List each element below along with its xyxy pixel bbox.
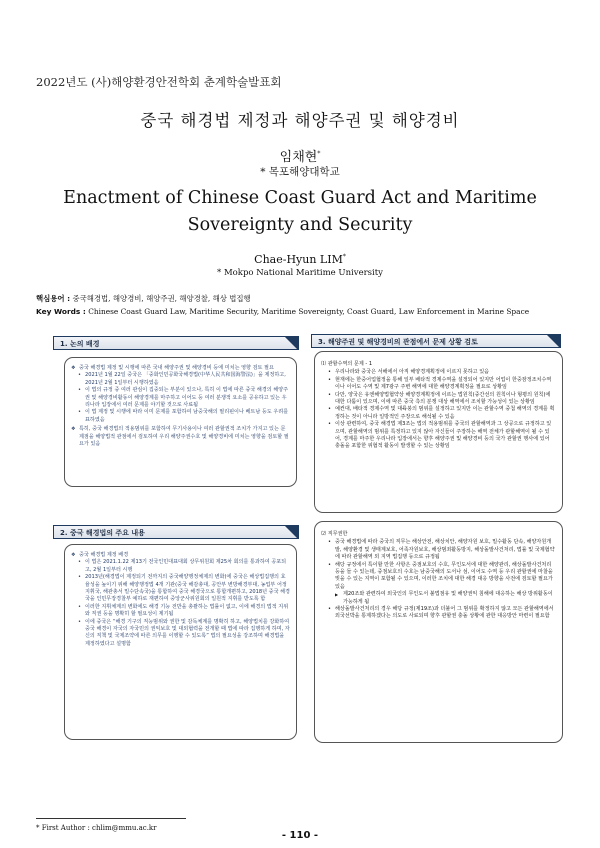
list-item: • 현재에는 한중어업협정을 통해 일부 배타적 경제수역을 설정되어 있지만 어업이 한중잠정조치수역이나 이어도 수역 및 제7광구 주변 해역에 대한 해양경계획정을 필요로 상황임 [321,377,556,392]
header-corner-icon [546,334,560,348]
author-mark: * [317,150,321,158]
footnote-rule [36,818,186,819]
conference-name: 2022년도 (사)해양환경안전학회 춘계학술발표회 [36,75,282,89]
keywords-korean-label: 핵심용어 : [36,294,71,303]
header-corner-icon [284,525,298,539]
section-1-box [64,357,297,487]
box-2-list [321,539,556,620]
section-2-header [53,525,299,539]
affiliation-english: * Mokpo National Maritime University [217,268,383,278]
list-item: • 이 법은 2021.1.22 제13기 전국인민대표대회 상무위원회 제25차 회의를 통과하여 공포되고, 2월 1일부터 시행 [71,559,290,574]
list-item: • 2021년 1월 22일 중국은 「중화인민공화국해경법(中华人民共和国海警法)」을 제정하고, 2021년 2월 1일부터 시행하였음 [71,372,290,387]
section-3 [311,334,561,348]
keywords-korean [36,293,251,304]
list-item: • 다만, 양국은 유엔해양법협약상 해양경계획정에 이르는 법원칙(중간선의 원칙이나 형평의 원칙)에 대한 다툼이 있으며, 이에 따른 중국 측의 분쟁 대상 해역에서 조치할 가능성이 있는 상황임 [321,392,556,407]
section-2-title: 2. 중국 해경법의 주요 내용 [60,529,145,537]
section-1-list [71,365,290,448]
paper-title-korean: 중국 해경법 제정과 해양주권 및 해양경비 [140,111,460,130]
keywords-english-text: Chinese Coast Guard Law, Maritime Security, Maritime Sovereignty, Coast Guard, Law Enforcement in Marine Space [88,307,530,316]
list-item: • 이러한 지휘체계의 변화에도 해경 기능 전반을 총괄하는 법률이 없고, 이에 해경의 법적 지위와 직권 등을 명확히 할 필요성이 제기됨 [71,604,290,619]
list-item: • 2013년(해경법이 제정되기 전까지의 중국해양행정체제의 변화)에 중국은 해상법집행의 효율성을 높이기 위해 해양행정법 4개 기관(중국 해감총대, 공안부 변방해경부대, 농업부 어정지휘국, 해관총서 밀수단속국)을 통합하여 중국 해경국으로 통합개편하고, 2018년 중국 해경국을 인민무장경찰부 예하로 재편하여 중앙군사위원회의 일원적 지휘를 받도록 함 [71,574,290,604]
section-1-title: 1. 논의 배경 [60,340,100,348]
author-name-en: Chae-Hyun LIM [254,253,343,266]
section-3-box-2 [314,521,563,743]
section-3-title: 3. 해양주권 및 해양경비의 관점에서 문제 상황 검토 [318,338,478,346]
list-item: • 이에 중국은 “해경 기구의 직능범위와 권한 및 감독체계를 명확히 하고, 해양법치를 강화하여 중국 해경이 자국의 자국민의 권익보호 및 대외협력을 전개할 때 법에 따라 집행하게 하며, 자신의 직책 및 국제조약에 따른 의무를 이행할 수 있도록” 법의 필요성을 강조하며 해경법을 제정하였다고 설명함 [71,619,290,649]
box-2-heading: ⑵ 직무권한 [321,531,348,537]
list-item: ▶ 제20조와 관련하여 외국인의 무인도서 불법점유 및 해양권익 침해에 대응하는 해상 방위활동이 가능하게 됨 [321,591,556,606]
list-item: • 이 법의 규정 중 여러 관심이 집중되는 부분이 있으나, 특히 이 법에 따른 중국 해경의 해양주권 및 해양경비활동이 해양경계를 마주하고 이어도 등 여러 분쟁적 요소를 공유하고 있는 우리나라 입장에서 여러 문제를 야기할 것으로 사료됨 [71,387,290,409]
affiliation-korean: * 목포해양대학교 [260,166,340,178]
keywords-english [36,307,529,316]
list-item: ❖ 중국 해경법 제정 배경 [71,552,290,559]
list-item: • 이 법 제정 및 시행에 따라 이미 문제를 포함하여 남중국해의 필리핀이나 베트남 등도 우려를 표하였음 [71,409,290,424]
footnote: * First Author : chlim@mmu.ac.kr [36,824,157,832]
author-korean [0,146,600,165]
keywords-korean-text: 중국해경법, 해양경비, 해양주권, 해양경찰, 해상 법집행 [72,294,251,303]
author-english [0,253,600,266]
list-item: ❖ 특히, 중국 해경법의 적용범위를 포함하여 무기사용이나 여러 관할권적 조치가 가지고 있는 문제점을 해양법적 관점에서 검토하여 우리 해양주권수호 및 해양경비에 미치는 영향을 검토할 필요가 있음 [71,426,290,448]
list-item: • 해상돌발사건처리의 경우 해당 규정(제19조)과 더불어 그 범위를 확정하지 않고 모든 관할해역에서 외국선박을 통제하겠다는 의도로 사료되며 향후 관할권 충돌 상황에 관한 대응방안 마련이 필요함 [321,606,556,621]
section-3-box-1 [314,351,563,513]
header-corner-icon [284,336,298,350]
section-3-header [311,334,561,348]
section-2-list [71,552,290,648]
paper-title-english: Enactment of Chinese Coast Guard Act and Maritime Sovereignty and Security [63,188,537,235]
page-number: - 110 - [281,830,319,841]
author-mark-en: * [342,253,346,261]
list-item: • 우리나라와 중국은 서해에서 아직 해양경계획정에 이르지 못하고 있음 [321,369,556,376]
section-2-box [64,544,297,740]
author-name: 임채현 [279,150,318,165]
section-1-header [53,336,299,350]
keywords-english-label: Key Words : [36,307,86,316]
list-item: • 해당 규정에서 특이할 만한 사항은 중점보호의 수호, 무인도서에 대한 해양관리, 해상돌발사건처리 등을 들 수 있는데, 중점보호의 수호는 남중국해의 도서나 섬, 이어도 수역 등 우리 관할권에 마찰을 빚을 수 있는 지역이 포함될 수 있으며, 이러한 조치에 대한 해경 대응 방향을 사전에 검토할 필요가 있음 [321,562,556,592]
list-item: ❖ 중국 해경법 제정 및 시행에 따른 국내 해양주권 및 해양경비 등에 미치는 영향 검토 필요 [71,365,290,372]
list-item: • 이상 관련하여, 중국 해경법 제3조는 법의 적용범위를 중국의 관할해역과 그 상공으로 규정하고 있으며, 관할해역의 범위를 특정하고 있지 않아 자신들이 주장하는 해역 전체가 관할해역이 될 수 있어, 경계를 마주한 우리나라 입장에서는 향후 해양주권 및 해양경비 등의 국가 관할권 행사에 있어 충돌을 포함한 위협적 활동이 발생할 수 있는 상황임 [321,421,556,451]
list-item: • 중국 해경법에 따라 중국의 직무는 해상안전, 해상치안, 해양자원 보호, 밀수활동 단속, 해양자원개발, 해양환경 및 생태계보호, 어족자원보호, 해상범죄활동방지, 해상돌발사건처리, 법률 및 국제협약에 따라 관할해역 외 지역 법집행 등으로 규정됨 [321,539,556,561]
list-item: • 예컨대, 배타적 경제수역 및 대륙붕의 범위를 설정하고 있지만 이는 관할수역 중첩 해역의 경계를 획정하는 것이 아니라 일방적인 주장으로 해석될 수 있음 [321,406,556,421]
box-1-heading: ⑴ 관할수역의 문제 - 1 [321,361,373,367]
box-1-list [321,369,556,450]
section-2 [53,525,299,539]
section-1 [53,336,299,350]
